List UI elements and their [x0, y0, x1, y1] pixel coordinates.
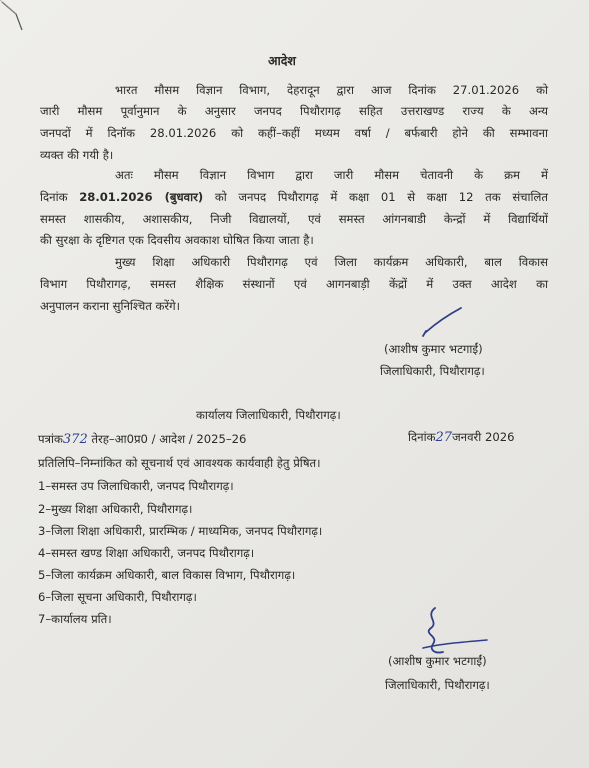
ref-rest: तेरह–आ0प्र0 / आदेश / 2025–26 [91, 432, 247, 446]
recipient-item: 7–कार्यालय प्रति। [38, 612, 112, 626]
order-title: आदेश [268, 53, 296, 68]
signatory-name: (आशीष कुमार भटगाईं) [384, 342, 483, 356]
para2-text: को जनपद पिथौरागढ़ में कक्षा 01 से कक्षा 12 तक संचालित [214, 190, 549, 204]
signatory-designation: जिलाधिकारी, पिथौरागढ़। [385, 678, 490, 692]
signatory-name: (आशीष कुमार भटगाईं) [388, 654, 487, 668]
recipient-item: 5–जिला कार्यक्रम अधिकारी, बाल विकास विभाग, पिथौरागढ़। [38, 568, 296, 582]
date-prefix: दिनांक [40, 190, 68, 204]
para1-line: व्यक्त की गयी है। [40, 148, 114, 162]
reference-line [38, 432, 246, 447]
recipient-item: 1–समस्त उप जिलाधिकारी, जनपद पिथौरागढ़। [38, 479, 234, 493]
signatory-designation: जिलाधिकारी, पिथौरागढ़। [380, 364, 485, 378]
recipient-item: 3–जिला शिक्षा अधिकारी, प्रारम्भिक / माध्यमिक, जनपद पिथौरागढ़। [38, 524, 323, 538]
date-rest: जनवरी 2026 [452, 430, 515, 444]
copy-intro: प्रतिलिपि–निम्नांकित को सूचनार्थ एवं आवश्यक कार्यवाही हेतु प्रेषित। [38, 456, 321, 470]
ref-prefix: पत्रांक [38, 432, 63, 446]
office-heading: कार्यालय जिलाधिकारी, पिथौरागढ़। [196, 408, 341, 422]
recipient-item: 4–समस्त खण्ड शिक्षा अधिकारी, जनपद पिथौरागढ़। [38, 546, 255, 560]
signature-mark-1 [420, 305, 465, 340]
date-prefix: दिनांक [408, 430, 436, 444]
para1-line: जारी मौसम पूर्वानुमान के अनुसार जनपद पिथौरागढ़ सहित उत्तराखण्ड राज्य के अन्य [40, 104, 548, 118]
para2-line: की सुरक्षा के दृष्टिगत एक दिवसीय अवकाश घोषित किया जाता है। [40, 233, 314, 247]
para1-line: जनपदों में दिनॉक 28.01.2026 को कहीं–कहीं मध्यम वर्षा / बर्फबारी होने की सम्भावना [40, 126, 548, 140]
folded-corner-icon [0, 0, 26, 34]
para2-line: समस्त शासकीय, अशासकीय, निजी विद्यालयों, एवं समस्त आंगनबाडी केन्द्रों में विद्यार्थियों [40, 212, 548, 226]
para3-line: मुख्य शिक्षा अधिकारी पिथौरागढ़ एवं जिला कार्यक्रम अधिकारी, बाल विकास [115, 255, 548, 269]
para2-line: अतः मौसम विज्ञान विभाग द्वारा जारी मौसम चेतावनी के क्रम में [115, 168, 548, 182]
para3-line: विभाग पिथौरागढ़, समस्त शैक्षिक संस्थानों एवं आगनबाड़ी केंद्रों में उक्त आदेश का [40, 277, 548, 291]
para1-line: भारत मौसम विज्ञान विभाग, देहरादून द्वारा आज दिनांक 27.01.2026 को [115, 83, 548, 97]
para3-line: अनुपालन कराना सुनिश्चित करेंगे। [40, 299, 181, 313]
reference-date [408, 430, 514, 445]
recipient-item: 6–जिला सूचना अधिकारी, पिथौरागढ़। [38, 590, 197, 604]
para2-line [40, 190, 548, 204]
recipient-item: 2–मुख्य शिक्षा अधिकारी, पिथौरागढ़। [38, 502, 193, 516]
date-day: 27 [435, 430, 453, 445]
ref-number: 372 [62, 432, 88, 447]
holiday-date: 28.01.2026 (बुधवार) [79, 190, 204, 204]
